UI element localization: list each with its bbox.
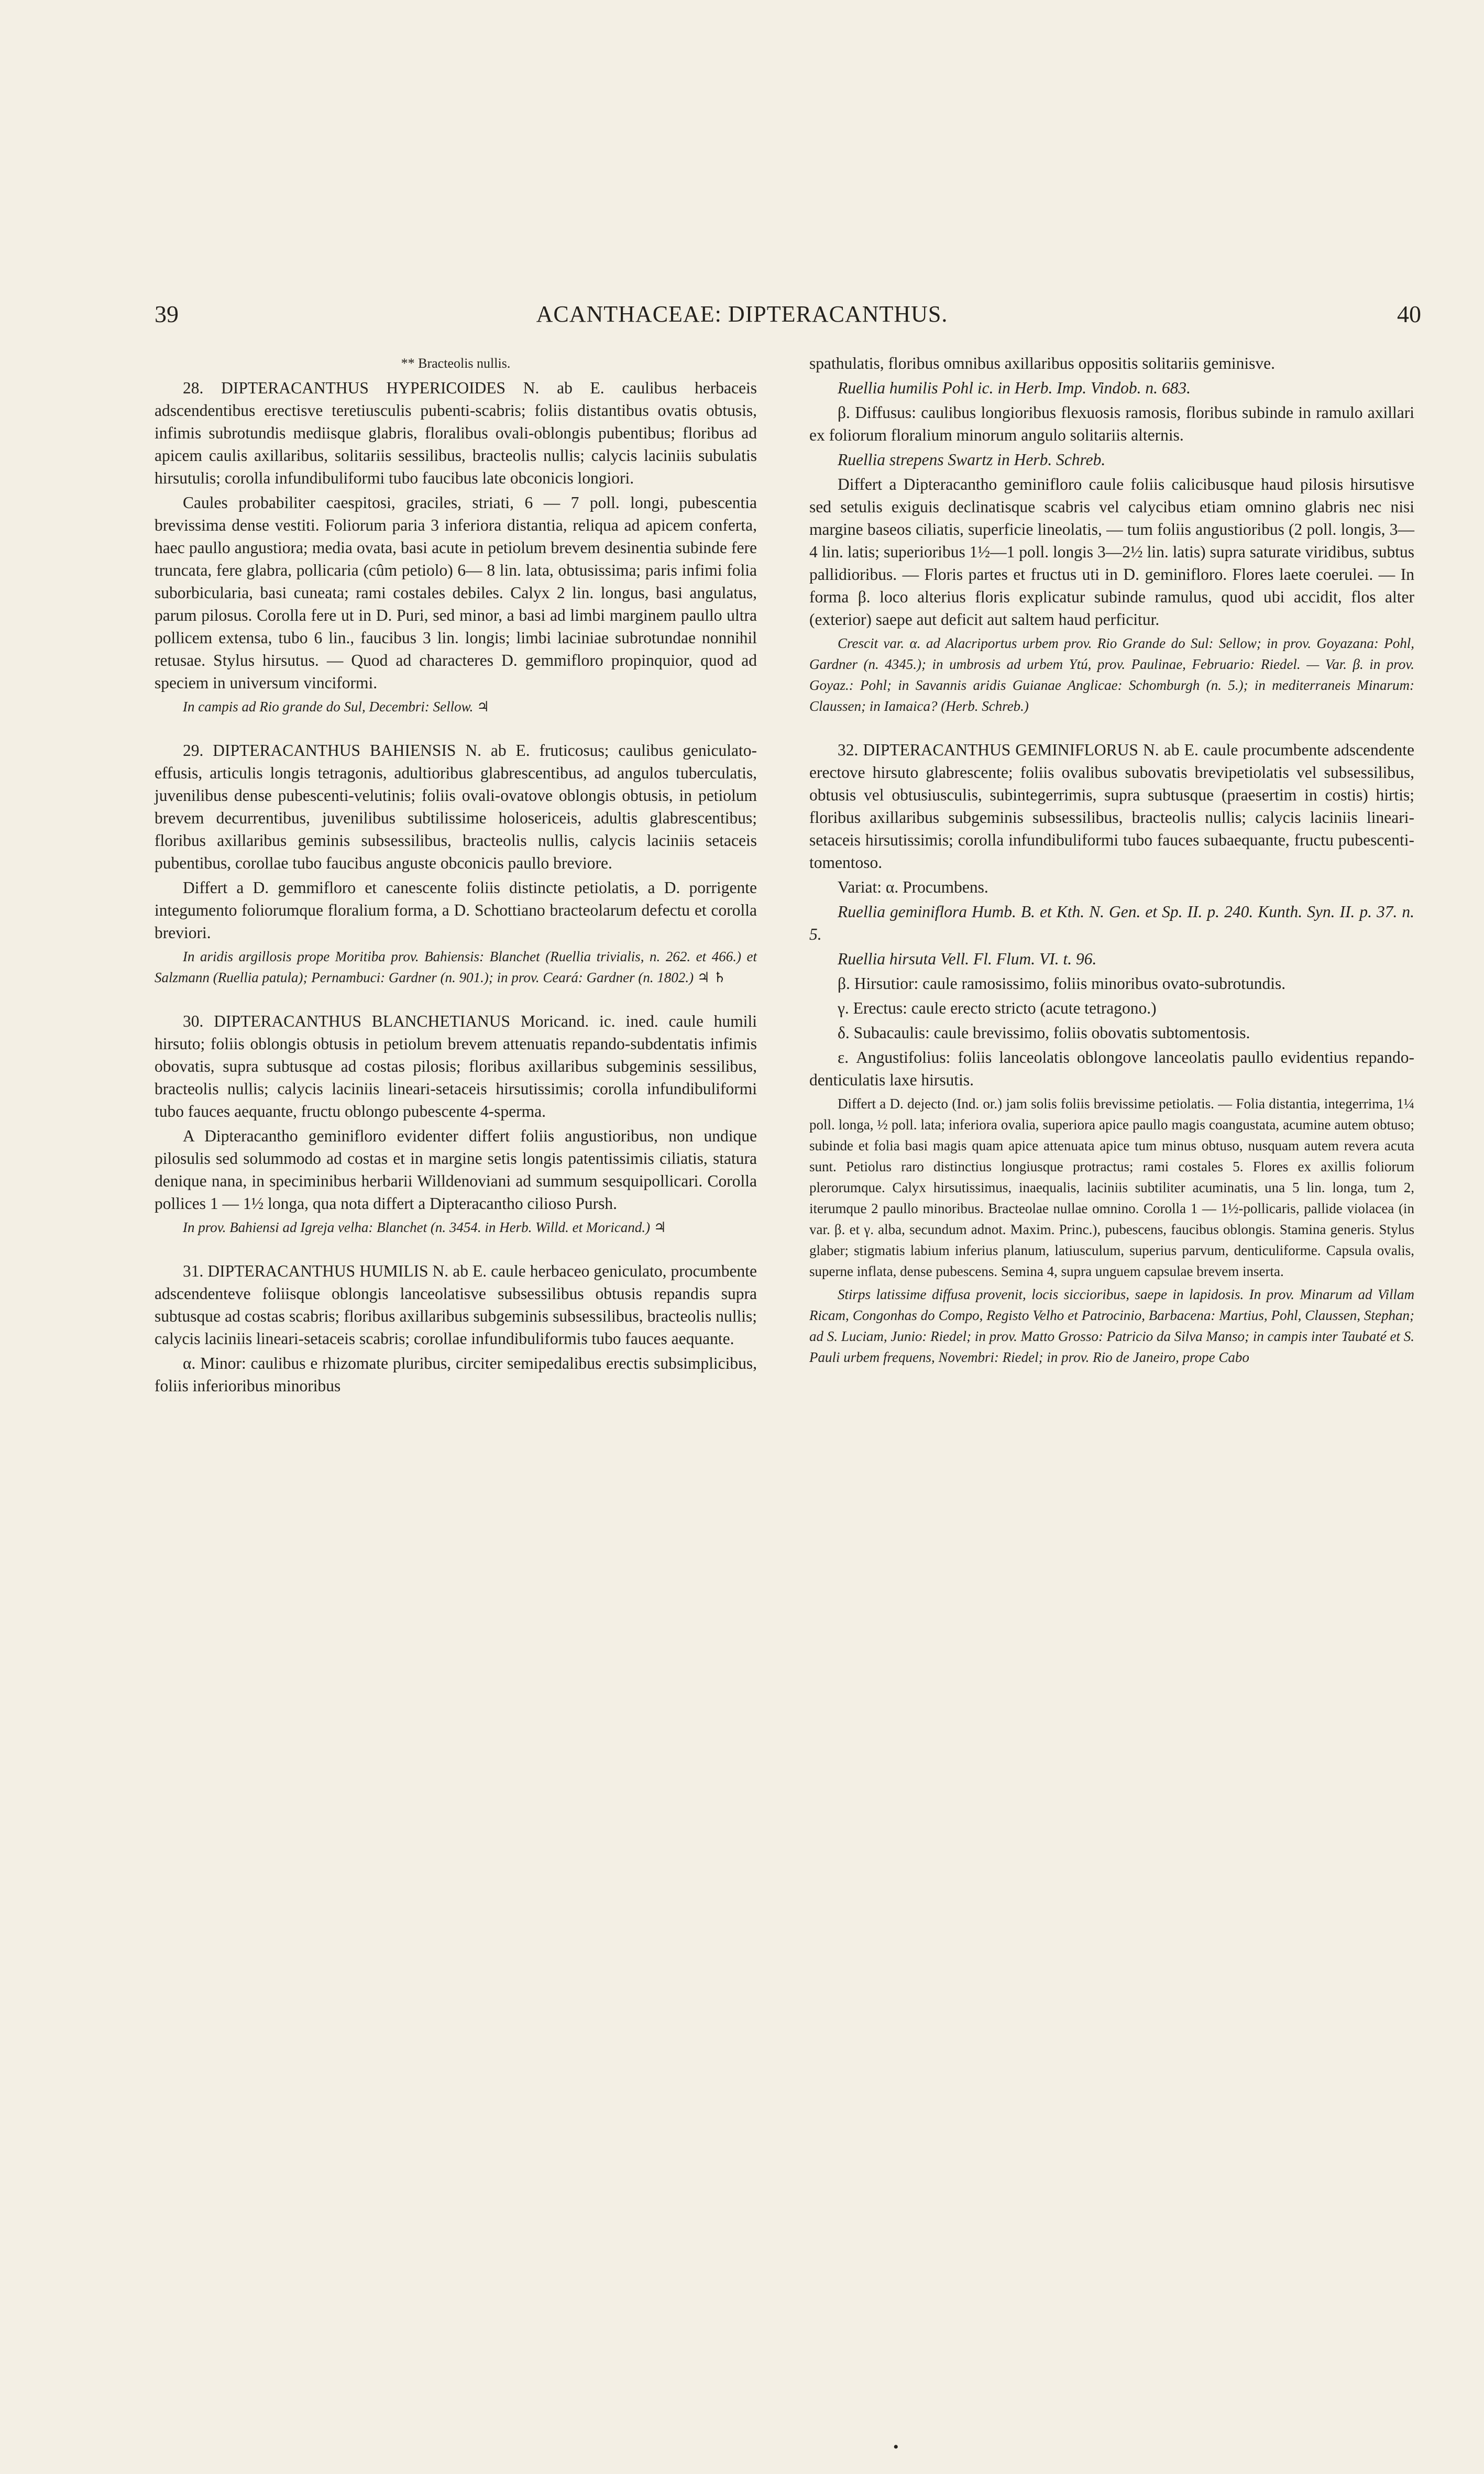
paragraph: 28. DIPTERACANTHUS HYPERICOIDES N. ab E. caulibus herbaceis adscendentibus erectisve teretiusculis pubenti-scabris; foliis distantibus ovatis obtusis, infimis subrotundis mediisque glabris, floralibus ovali-oblongis pubentibus; floribus ad apicem caulis axillaribus, solitariis sessilibus, bracteolis nullis; calycis laciniis subulatis hirsutulis; corolla infundibuliformi tubo faucibus late obconicis longiori.: [155, 379, 757, 487]
page-number-left: 39: [155, 301, 179, 327]
paragraph: 31. DIPTERACANTHUS HUMILIS N. ab E. caule herbaceo geniculato, procumbente adscendenteve foliisque oblongis lanceolatisve subsessilibus obtusis repandis supra subtusque ad costas scabris; floribus axillaribus subgeminis subsessilibus, bracteolis nullis; calycis laciniis lineari-setaceis scabris; corollae infundibuliformis tubo fauces aequante.: [155, 1262, 757, 1348]
paragraph: In aridis argillosis prope Moritiba prov. Bahiensis: Blanchet (Ruellia trivialis, n. 262. et 466.) et Salzmann (Ruellia patula); Pernambuci: Gardner (n. 901.); in prov. Ceará: Gardner (n. 1802.) ♃ ♄: [155, 949, 757, 985]
running-title: ACANTHACEAE: DIPTERACANTHUS.: [536, 301, 948, 327]
paragraph: 32. DIPTERACANTHUS GEMINIFLORUS N. ab E. caule procumbente adscendente erectove hirsuto glabrescente; foliis ovalibus subovatis brevipetiolatis vel subsessilibus, obtusis vel obtusiusculis, subintegerrimis, supra subtusque (praesertim in costis) hirtis; floribus axillaribus subgeminis subsessilibus, bracteolis nullis; calycis laciniis lineari-setaceis hirsutissimis; corolla infundibuliformi tubo fauces subaequante, fructu pubescenti-tomentoso.: [809, 741, 1414, 872]
paragraph: γ. Erectus: caule erecto stricto (acute tetragono.): [838, 999, 1157, 1017]
paragraph-spacer: [809, 719, 1414, 739]
paragraph: Ruellia strepens Swartz in Herb. Schreb.: [838, 450, 1106, 469]
page-number-right: 40: [1397, 301, 1421, 327]
paragraph: β. Hirsutior: caule ramosissimo, foliis minoribus ovato-subrotundis.: [838, 974, 1286, 993]
paragraph: Stirps latissime diffusa provenit, locis siccioribus, saepe in lapidosis. In prov. Minarum ad Villam Ricam, Congonhas do Compo, Registo Velho et Patrocinio, Barbacena: Martius, Pohl, Claussen, Stephan; ad S. Luciam, Junio: Riedel; in prov. Matto Grosso: Patricio da Silva Manso; in campis inter Taubaté et S. Pauli urbem frequens, Novembri: Riedel; in prov. Rio de Janeiro, prope Cabo: [809, 1287, 1414, 1365]
paragraph-spacer: [155, 719, 757, 739]
paragraph: Differt a D. gemmifloro et canescente foliis distincte petiolatis, a D. porrigente integumento foliorumque floralium forma, a D. Schottiano bracteolarum defectu et corolla breviori.: [155, 878, 757, 942]
paragraph: 30. DIPTERACANTHUS BLANCHETIANUS Moricand. ic. ined. caule humili hirsuto; foliis oblongis obtusis in petiolum brevem attenuatis repando-subdentatis infimis obovatis, supra subtusque ad costas pilosis; floribus axillaribus subgeminis sessilibus, bracteolis nullis; calycis laciniis lineari-setaceis hirsutissimis; corolla infundibuliformi tubo fauces aequante, fructu oblongo pubescente 4-sperma.: [155, 1012, 757, 1120]
paragraph-spacer: [155, 1240, 757, 1260]
paragraph: Ruellia hirsuta Vell. Fl. Flum. VI. t. 96.: [838, 950, 1097, 968]
paragraph: α. Minor: caulibus e rhizomate pluribus, circiter semipedalibus erectis subsimplicibus, foliis inferioribus minoribus: [155, 1354, 757, 1395]
paragraph: Variat: α. Procumbens.: [838, 878, 988, 896]
paragraph: Differt a Dipteracantho geminifloro caule foliis calicibusque haud pilosis hirsutisve sed setulis exiguis declinatisque scabris vel calycibus etiam omnino glabris nec nisi margine baseos ciliatis, superficie lineolatis, — tum foliis angustioribus (2 poll. longis, 3—4 lin. latis; superioribus 1½—1 poll. longis 3—2½ lin. latis) supra saturate viridibus, subtus pallidioribus. — Floris partes et fructus uti in D. geminifloro. Flores laete coerulei. — In forma β. loco alterius floris explicatur subinde ramulus, quod ubi accidit, flos alter (exterior) saepe aut deficit aut saltem haud perficitur.: [809, 475, 1414, 629]
paragraph: 29. DIPTERACANTHUS BAHIENSIS N. ab E. fruticosus; caulibus geniculato-effusis, articulis longis tetragonis, adultioribus glabrescentibus, ad angulos tuberculatis, juvenilibus dense pubescenti-velutinis; foliis ovali-ovatove oblongis obtusis, in petiolum brevem decurrentibus, juvenilibus subtilissime holosericeis, adultis glabrescentibus; floribus axillaribus geminis subsessilibus, bracteolis nullis, calycis laciniis setaceis pubentibus, corollae tubo faucibus anguste obconicis paullo breviore.: [155, 741, 757, 872]
paragraph-spacer: [155, 990, 757, 1010]
right-column: [809, 352, 1414, 1370]
paragraph: β. Diffusus: caulibus longioribus flexuosis ramosis, floribus subinde in ramulo axillari ex foliorum floralium minorum angulo solitariis alternis.: [809, 403, 1414, 444]
paragraph: Ruellia humilis Pohl ic. in Herb. Imp. Vindob. n. 683.: [838, 379, 1191, 397]
paragraph: In campis ad Rio grande do Sul, Decembri: Sellow. ♃: [183, 699, 490, 714]
paragraph: In prov. Bahiensi ad Igreja velha: Blanchet (n. 3454. in Herb. Willd. et Moricand.) ♃: [183, 1219, 667, 1235]
paragraph: ε. Angustifolius: foliis lanceolatis oblongove lanceolatis paullo evidentius repando-denticulatis laxe hirsutis.: [809, 1048, 1414, 1089]
left-column: [155, 352, 757, 1399]
paragraph: ** Bracteolis nullis.: [401, 356, 511, 371]
footer-mark: •: [893, 2438, 899, 2456]
paragraph: A Dipteracantho geminifloro evidenter differt foliis angustioribus, non undique pilosulis sed solummodo ad costas et in margine setis longis patentissimis ciliatis, statura denique nana, in speciminibus herbarii Willdenoviani ad summum sesquipollicari. Corolla pollices 1 — 1½ longa, qua nota differt a Dipteracantho cilioso Pursh.: [155, 1127, 757, 1213]
paragraph: Ruellia geminiflora Humb. B. et Kth. N. Gen. et Sp. II. p. 240. Kunth. Syn. II. p. 37. n. 5.: [809, 903, 1414, 943]
paragraph: Caules probabiliter caespitosi, graciles, striati, 6 — 7 poll. longi, pubescentia brevissima dense vestiti. Foliorum paria 3 inferiora distantia, reliqua ad apicem conferta, haec paullo angustiora; media ovata, basi acute in petiolum brevem desinentia subinde fere truncata, fere glabra, pollicaria (cûm petiolo) 6— 8 lin. lata, obtusissima; paris infimi folia suborbicularia, basi cuneata; rami costales debiles. Calyx 2 lin. longus, basi angulatus, parum pilosus. Corolla fere ut in D. Puri, sed minor, a basi ad limbi marginem paullo ultra pollicem extensa, tubo 6 lin., faucibus 3 lin. longis; limbi laciniae subrotundae nonnihil retusae. Stylus hirsutus. — Quod ad characteres D. gemmifloro propinquior, quod ad speciem in universum vinciformi.: [155, 493, 757, 692]
paragraph: spathulatis, floribus omnibus axillaribus oppositis solitariis geminisve.: [809, 354, 1275, 372]
paragraph: Crescit var. α. ad Alacriportus urbem prov. Rio Grande do Sul: Sellow; in prov. Goyazana: Pohl, Gardner (n. 4345.); in umbrosis ad urbem Ytú, prov. Paulinae, Februario: Riedel. — Var. β. in prov. Goyaz.: Pohl; in Savannis aridis Guianae Anglicae: Schomburgh (n. 5.); in mediterraneis Minarum: Claussen; in Iamaica? (Herb. Schreb.): [809, 635, 1414, 714]
paragraph: δ. Subacaulis: caule brevissimo, foliis obovatis subtomentosis.: [838, 1024, 1250, 1042]
paragraph: Differt a D. dejecto (Ind. or.) jam solis foliis brevissime petiolatis. — Folia distantia, integerrima, 1¼ poll. longa, ½ poll. lata; inferiora ovalia, superiora apice paullo magis coangustata, acumine autem obtuso; subinde et folia basi magis quam apice attenuata apice tum minus obtuso, nusquam autem revera acuta sunt. Petiolus raro distinctius longiusque protractus; rami costales 5. Flores ex axillis foliorum plerorumque. Calyx hirsutissimus, inaequalis, laciniis subtiliter acuminatis, una 5 lin. longa, tum 2, iterumque 2 paullo minoribus. Bracteolae nullae omnino. Corolla 1 — 1½-pollicaris, pallide violacea (in var. β. et γ. alba, secundum adnot. Maxim. Princ.), pubescens, faucibus oblongis. Stamina generis. Stylus glaber; stigmatis labium inferius planum, latiusculum, superius parvum, denticuliforme. Capsula ovalis, superne inflata, dense pubescens. Semina 4, supra unguem capsulae brevem inserta.: [809, 1096, 1414, 1279]
